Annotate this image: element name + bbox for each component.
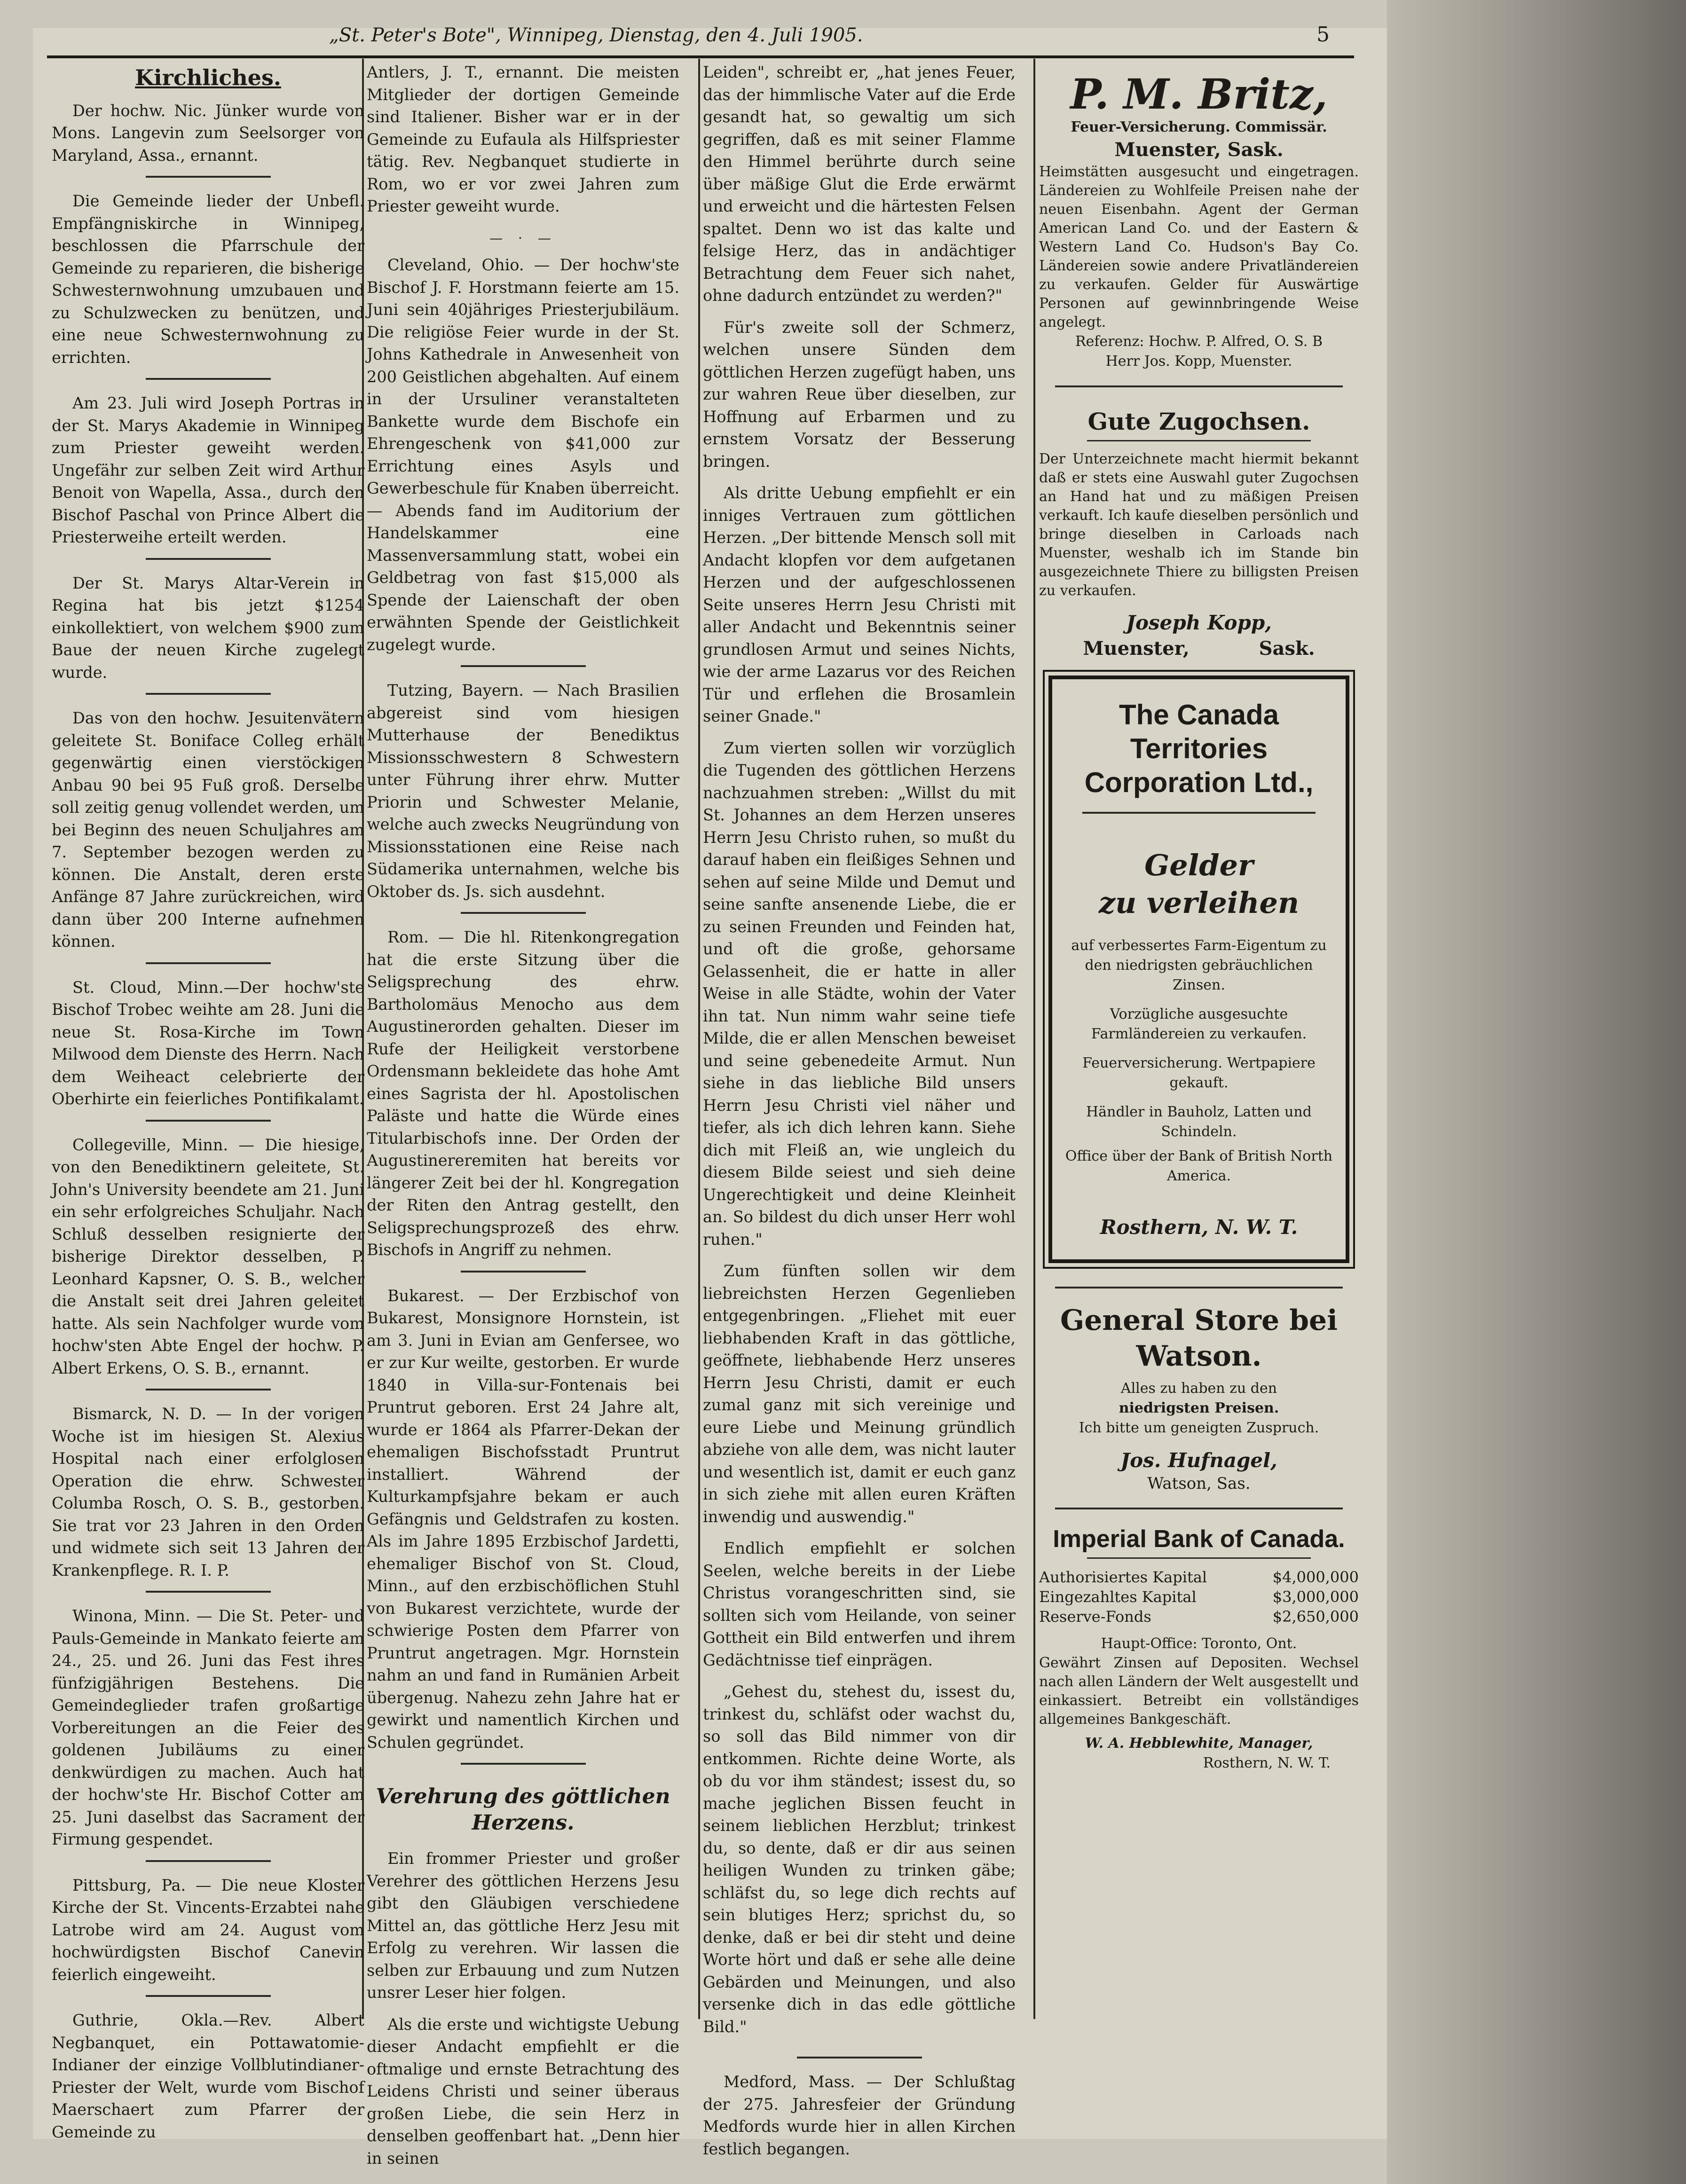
ad-kopp-place-line: [1039, 636, 1359, 661]
article-paragraph: [703, 61, 1016, 307]
bank-row-label: Reserve-Fonds: [1039, 1608, 1151, 1626]
ad-bank-title: Imperial Bank of Canada.: [1053, 1525, 1345, 1553]
article-paragraph: [703, 737, 1016, 1251]
article-paragraph: [367, 1847, 679, 2004]
news-item: [52, 1605, 364, 1851]
masthead: „St. Peter's Bote", Winnipeg, Dienstag, den 4. Juli 1905.: [329, 24, 863, 46]
ad-watson: [1039, 1303, 1359, 1493]
news-item: [52, 2009, 364, 2143]
news-item: [52, 1874, 364, 1986]
separator: [146, 1120, 271, 1122]
ad-kopp-title: Gute Zugochsen.: [1087, 408, 1310, 435]
page-number: 5: [1316, 23, 1330, 47]
separator: [146, 693, 271, 695]
ad-canada-title2: Corporation Ltd.,: [1084, 767, 1314, 798]
news-item: [52, 100, 364, 167]
news-text: Der hochw. Nic. Jünker wurde von Mons. Langevin zum Seelsorger von Maryland, Assa., ernannt.: [52, 101, 364, 165]
news-text: Guthrie, Okla.—Rev. Albert Negbanquet, ein Pottawatomie-Indianer der einzige Vollblutindianer-Priester der Welt, wurde vom Bischof Maerschaert zum Pfarrer der Gemeinde zu: [52, 2011, 364, 2141]
ad-watson-line2: niedrigsten Preisen.: [1119, 1400, 1279, 1416]
news-text: Tutzing, Bayern. — Nach Brasilien abgereist sind vom hiesigen Mutterhause der Benediktus Missionsschwestern 8 Schwestern unter Führung ihrer ehrw. Mutter Priorin und Schwester Melanie, welche auch zwecks Neugründung von Missionsstationen eine Reise nach Südamerika unternahmen, welche bis Oktober ds. Js. sich ausdehnt.: [367, 681, 679, 901]
news-text: Antlers, J. T., ernannt. Die meisten Mitglieder der dortigen Gemeinde sind Italiener. Bisher war er in der Gemeinde zu Eufaula als Hilfspriester tätig. Rev. Negbanquet studierte in Rom, wo er vor zwei Jahren zum Priester geweiht wurde.: [367, 63, 679, 215]
separator: [461, 1763, 586, 1765]
ad-kopp-sign: Joseph Kopp,: [1126, 611, 1272, 634]
bank-row-value: $3,000,000: [1272, 1588, 1359, 1606]
ad-britz: [1039, 71, 1359, 371]
ad-bank-manager: W. A. Hebblewhite, Manager,: [1085, 1735, 1313, 1752]
article-paragraph: [703, 1537, 1016, 1671]
article-text: „Gehest du, stehest du, issest du, trinkest du, schläfst oder wachst du, so soll das Bild nimmer von dir entkommen. Richte deine Worte, als ob du vor ihm ständest; issest du, so mache jeglichen Bissen feucht in seinem lieblichen Herzblut; trinkest du, so dente, daß er dir aus seinen heiligen Wunden zu trinken gäbe; schläfst du, so lege dich rechts auf sein blutiges Herz; sprichst du, so denke, daß er bei dir steht und deine Worte hört und daß er sehe alle deine Gebärden und Meinungen, und also versenke dich in das edle göttliche Bild.": [703, 1682, 1016, 2036]
bank-row: [1039, 1607, 1359, 1626]
separator: [1055, 1508, 1343, 1509]
ad-watson-title2: Watson.: [1136, 1340, 1262, 1373]
separator: [146, 962, 271, 964]
title-underline: [1087, 440, 1311, 441]
separator: [1055, 1287, 1343, 1288]
ad-canada-gelder: [1062, 847, 1336, 922]
separator: — · —: [489, 230, 557, 246]
ad-canada-place: Rosthern, N. W. T.: [1100, 1216, 1298, 1239]
news-text: Der St. Marys Altar-Verein in Regina hat bis jetzt $1254 einkollektiert, von welchem $900 zum Baue der neuen Kirche zugelegt wurde.: [52, 573, 364, 682]
ad-bank-office: Haupt-Office: Toronto, Ont.: [1101, 1635, 1297, 1652]
article-paragraph: [703, 1260, 1016, 1528]
news-item: [52, 1403, 364, 1581]
ad-watson-line3: Ich bitte um geneigten Zuspruch.: [1079, 1420, 1319, 1436]
ad-canada-line1: auf verbessertes Farm-Eigentum zu den niedrigsten gebräuchlichen Zinsen.: [1071, 937, 1327, 993]
news-item: [367, 1285, 679, 1754]
column-4-ads: [1039, 61, 1359, 2026]
column-2: [367, 61, 679, 2168]
news-item: [52, 707, 364, 953]
news-text: Die Gemeinde lieder der Unbefl. Empfängniskirche in Winnipeg, beschlossen die Pfarrschule der Gemeinde zu reparieren, die bisherige Schwesternwohnung umzubauen und zu Schulzwecken zu benützen, und eine neue Schwesternwohnung zu errichten.: [52, 192, 364, 367]
ad-canada-line5: Office über der Bank of British North America.: [1065, 1148, 1333, 1184]
article-title: Verehrung des göttlichen Herzens.: [376, 1784, 670, 1835]
ad-britz-name: P. M. Britz,: [1070, 70, 1328, 118]
news-item: [52, 1134, 364, 1380]
ad-bank-body: Gewährt Zinsen auf Depositen. Wechsel nach allen Ländern der Welt ausgestellt und einkassiert. Betreibt ein vollständiges allgemeines Bankgeschäft.: [1039, 1655, 1359, 1728]
news-item: [703, 2071, 1016, 2160]
inner-rule: [1082, 812, 1316, 814]
bank-row-label: Eingezahltes Kapital: [1039, 1588, 1197, 1606]
bank-row: [1039, 1587, 1359, 1607]
news-text: Am 23. Juli wird Joseph Portras in der St. Marys Akademie in Winnipeg zum Priester geweiht werden. Ungefähr zur selben Zeit wird Arthur Benoit von Wapella, Assa., durch den Bischof Paschal von Prince Albert die Priesterweihe erteilt werden.: [52, 394, 364, 546]
article-text: Als die erste und wichtigste Uebung dieser Andacht empfiehlt er die oftmalige und ernste Betrachtung des Leidens Christi und seiner überaus großen Liebe, die sein Herz in denselben geoffenbart hat. „Denn hier in seinen: [367, 2015, 679, 2168]
news-item: [367, 679, 679, 903]
bank-row-value: $4,000,000: [1272, 1568, 1359, 1586]
news-item: [52, 976, 364, 1110]
separator: [146, 558, 271, 560]
news-item: [52, 392, 364, 549]
scan-edge: [1387, 0, 1686, 2184]
separator: [797, 2057, 922, 2058]
article-text: Ein frommer Priester und großer Verehrer des göttlichen Herzens Jesu gibt den Gläubigen verschiedene Mittel an, das göttliche Herz Jesu mit Erfolg zu verehren. Wir lassen die selben zur Erbauung und zum Nutzen unsrer Leser hier folgen.: [367, 1849, 679, 2002]
top-rule: [47, 55, 1354, 58]
news-text: Das von den hochw. Jesuitenvätern geleitete St. Boniface Colleg erhält gegenwärtig einen vierstöckigen Anbau 90 bei 95 Fuß groß. Derselbe soll zeitig genug vollendet werden, um bei Beginn des neuen Schuljahres am 7. September bezogen werden zu können. Die Anstalt, deren erste Anfänge 87 Jahre zurückreichen, wird dann über 200 Interne aufnehmen können.: [52, 709, 364, 951]
bank-row-label: Authorisiertes Kapital: [1039, 1568, 1207, 1586]
ad-britz-place: Muenster, Sask.: [1114, 139, 1284, 161]
ad-imperial-bank: [1039, 1524, 1359, 1773]
article-text: Zum fünften sollen wir dem liebreichsten Herzen Gegenlieben entgegenbringen. „Fliehet mit euer liebhabenden Kraft in das göttliche, geöffnete, liebhabende Herz unseres Herrn Jesu Christi, damit er euch zumal ganz mit sich vereinige und eure Liebe und Meinung gründlich abziehe von alle dem, was nicht lauter und wesentlich ist, damit er euch ganz in sich ziehe mit allen euren Kräften inwendig und auswendig.": [703, 1262, 1016, 1526]
ad-watson-sign: Jos. Hufnagel,: [1120, 1449, 1277, 1472]
separator: [146, 378, 271, 380]
ad-kopp-prov: Sask.: [1259, 637, 1315, 660]
ad-canada-territories: [1048, 676, 1349, 1263]
article-text: Leiden", schreibt er, „hat jenes Feuer, das der himmlische Vater auf die Erde gesandt hat, so gewaltig um sich gegriffen, daß es mit seiner Flamme den Himmel berührte durch seine über mäßige Glut die Erde erwärmt und erweicht und die härtesten Felsen spaltet. Denn wo ist das kalte und felsige Herz, das in andächtiger Betrachtung dem Feuer sich nahet, ohne dadurch entzündet zu werden?": [703, 63, 1016, 305]
ad-britz-ref1: Referenz: Hochw. P. Alfred, O. S. B: [1075, 333, 1323, 350]
article-paragraph: [703, 1681, 1016, 2038]
separator: [146, 1860, 271, 1862]
ad-canada-gelder2: zu verleihen: [1098, 886, 1300, 920]
column-1: [52, 61, 364, 2141]
ad-kopp: [1039, 406, 1359, 661]
ad-kopp-body: Der Unterzeichnete macht hiermit bekannt daß er stets eine Auswahl guter Zugochsen an Hand hat und zu mäßigen Preisen verkauft. Ich kaufe dieselben persönlich und bringe dieselben in Carloads nach Muenster, weshalb ich im Stande bin ausgezeichnete Thiere zu billigsten Preisen zu verkaufen.: [1039, 451, 1359, 599]
ad-canada-gelder1: Gelder: [1144, 848, 1253, 882]
ad-watson-title1: General Store bei: [1060, 1304, 1338, 1337]
ad-canada-title1: The Canada Territories: [1119, 699, 1279, 764]
title-underline: [1087, 1557, 1311, 1559]
news-item: [367, 926, 679, 1261]
news-text: St. Cloud, Minn.—Der hochw'ste Bischof Trobec weihte am 28. Juni die neue St. Rosa-Kirche im Town Milwood dem Dienste des Herrn. Nach dem Weiheact celebrierte der Oberhirte ein feierliches Pontifikalamt.: [52, 978, 364, 1108]
article-text: Endlich empfiehlt er solchen Seelen, welche bereits in der Liebe Christus vorangeschritten sind, sie sollten sich vom Heilande, von seiner Gottheit ein Bild entwerfen und ihrem Gedächtnisse tief einprägen.: [703, 1539, 1016, 1669]
separator: [1055, 385, 1343, 387]
ad-canada-line2: Vorzügliche ausgesuchte Farmländereien zu verkaufen.: [1091, 1006, 1307, 1042]
column-rule: [1033, 59, 1035, 2019]
article-text: Für's zweite soll der Schmerz, welchen unsere Sünden dem göttlichen Herzen zugefügt haben, uns zur wahren Reue über dieselben, zur Hoffnung auf Erbarmen und zu ernstem Vorsatz der Besserung bringen.: [703, 318, 1016, 471]
news-item: [367, 254, 679, 656]
news-text: Rom. — Die hl. Ritenkongregation hat die erste Sitzung über die Seligsprechung des ehrw. Bartholomäus Menocho aus dem Augustinerorden gehalten. Dieser im Rufe der Heiligkeit verstorbene Ordensmann bekleidete das hohe Amt eines Sagrista der hl. Apostolischen Paläste und hatte die Würde eines Titularbischofs inne. Der Orden der Augustinereremiten hat bereits vor längerer Zeit bei der hl. Kongregation der Riten den Antrag gestellt, den Seligsprechungsprozeß des ehrw. Bischofs in Angriff zu nehmen.: [367, 928, 679, 1259]
ad-canada-line3: Feuerversicherung. Wertpapiere gekauft.: [1082, 1055, 1316, 1091]
article-text: Zum vierten sollen wir vorzüglich die Tugenden des göttlichen Herzens nachzuahmen streben: „Willst du mit St. Johannes an dem Herzen unseres Herrn Jesu Christo ruhen, so mußt du darauf haben ein fleißiges Sehnen und sehen auf seine Milde und Demut und seine sanfte ansenende Liebe, die er zu seinen Freunden und Feinden hat, und oft die große, gehorsame Gelassenheit, die er hatte in aller Weise in alle Städte, wohin der Vater ihn tat. Nun nimm wahr seine tiefe Milde, die er allen Menschen beweiset und seine gebenedeite Armut. Nun siehe in das liebliche Bild unsers Herrn Jesu Christi viel näher und tiefer, als ich dich lehren kann. Siehe dich mit Fleiß an, wie ungleich du diesem Bilde seiest und sieh deine Ungerechtigkeit und deine Kleinheit an. So bildest du dich unser Herr wohl ruhen.": [703, 738, 1016, 1249]
news-text: Bukarest. — Der Erzbischof von Bukarest, Monsignore Hornstein, ist am 3. Juni in Evian am Genfersee, wo er zur Kur weilte, gestorben. Er wurde 1840 in Villa-sur-Fontenais bei Pruntrut geboren. Erst 24 Jahre alt, wurde er 1864 als Pfarrer-Dekan der ehemaligen Bischofsstadt Pruntrut installiert. Während der Kulturkampfsjahre bekam er auch Gefängnis und Geldstrafen zu kosten. Als im Jahre 1895 Erzbischof Jardetti, ehemaliger Bischof von St. Cloud, Minn., auf den erzbischöflichen Stuhl von Bukarest verzichtete, wurde der schwierige Posten dem Pfarrer von Pruntrut angetragen. Mgr. Hornstein nahm an und fand in Rumänien Arbeit übergenug. Nahezu zehn Jahre hat er gewirkt und namentlich Kirchen und Schulen gegründet.: [367, 1286, 679, 1752]
news-text: Winona, Minn. — Die St. Peter- und Pauls-Gemeinde in Mankato feierte am 24., 25. und 26. Juni das Fest ihres fünfzigjährigen Bestehens. Die Gemeindeglieder trafen großartige Vorbereitungen an die Feier des goldenen Jubiläums zu einer denkwürdigen zu machen. Auch hat der hochw'ste Hr. Bischof Cotter am 25. Juni daselbst das Sacrament der Firmung gespendet.: [52, 1607, 364, 1848]
section-title: Kirchliches.: [135, 65, 281, 90]
article-paragraph: [367, 2013, 679, 2170]
separator: [461, 665, 586, 667]
news-text: Medford, Mass. — Der Schlußtag der 275. Jahresfeier der Gründung Medfords wurde hier in allen Kirchen festlich begangen.: [703, 2073, 1016, 2158]
news-item: [52, 190, 364, 369]
separator: [146, 176, 271, 178]
separator: [146, 1591, 271, 1593]
separator: [461, 912, 586, 914]
news-text: Pittsburg, Pa. — Die neue Kloster Kirche der St. Vincents-Erzabtei nahe Latrobe wird am 24. August vom hochwürdigsten Bischof Canevin feierlich eingeweiht.: [52, 1876, 364, 1984]
ad-canada-line4: Händler in Bauholz, Latten und Schindeln.: [1086, 1104, 1312, 1140]
ad-bank-place: Rosthern, N. W. T.: [1203, 1755, 1331, 1771]
ad-kopp-place: Muenster,: [1083, 637, 1190, 660]
article-paragraph: [703, 482, 1016, 728]
separator: [461, 1271, 586, 1273]
column-3: [703, 61, 1016, 2158]
article-text: Als dritte Uebung empfiehlt er ein inniges Vertrauen zum göttlichen Herzen. „Der bittende Mensch soll mit Andacht klopfen vor dem aufgetanen Herzen und der aufgeschlossenen Seite unseres Herrn Jesu Christi mit aller Andacht und Bekenntnis seiner grundlosen Armut und seines Nichts, wie der arme Lazarus vor des Reichen Tür und erflehen die Brosamlein seiner Gnade.": [703, 484, 1016, 725]
news-item: [52, 572, 364, 684]
ad-britz-subtitle: Feuer-Versicherung. Commissär.: [1071, 119, 1327, 135]
column-rule: [698, 59, 700, 2019]
ad-watson-place: Watson, Sas.: [1147, 1474, 1251, 1493]
bank-row-value: $2,650,000: [1272, 1608, 1359, 1626]
news-text: Cleveland, Ohio. — Der hochw'ste Bischof J. F. Horstmann feierte am 15. Juni sein 40jähriges Priesterjubiläum. Die religiöse Feier wurde in der St. Johns Kathedrale in Anwesenheit von 200 Geistlichen abgehalten. Auf einem in der Ursuliner veranstalteten Bankette wurde dem Bischofe ein Ehrengeschenk von $41,000 zur Errichtung eines Asyls und Gewerbeschule für Knaben überreicht. — Abends fand im Auditorium der Handelskammer eine Massenversammlung statt, wobei ein Geldbetrag von fast $15,000 als Spende der Laienschaft der oben erwähnten Spende der Geistlichkeit zugelegt wurde.: [367, 256, 679, 654]
article-paragraph: [703, 316, 1016, 473]
news-item: [367, 61, 679, 218]
bank-row: [1039, 1567, 1359, 1587]
news-text: Collegeville, Minn. — Die hiesige, von den Benediktinern geleitete, St. John's University beendete am 21. Juni ein sehr erfolgreiches Schuljahr. Nach Schluß desselben resignierte der bisherige Direktor desselben, P. Leonhard Kapsner, O. S. B., welcher die Anstalt seit drei Jahren geleitet hatte. Als sein Nachfolger wurde vom hochw'sten Abte Engel der hochw. P. Albert Erkens, O. S. B., ernannt.: [52, 1135, 364, 1377]
ad-britz-body: Heimstätten ausgesucht und eingetragen. Ländereien zu Wohlfeile Preisen nahe der neuen Eisenbahn. Agent der German American Land Co. und der Eastern & Western Land Co. Hudson's Bay Co. Ländereien sowie andere Privatländereien zu verkaufen. Gelder für Auswärtige Personen auf gewinnbringende Weise angelegt.: [1039, 164, 1359, 330]
ad-watson-line1: Alles zu haben zu den: [1120, 1380, 1277, 1397]
ad-britz-ref2: Herr Jos. Kopp, Muenster.: [1105, 353, 1292, 369]
news-text: Bismarck, N. D. — In der vorigen Woche ist im hiesigen St. Alexius Hospital nach einer erfolglosen Operation die ehrw. Schwester Columba Rosch, O. S. B., gestorben. Sie trat vor 23 Jahren in den Orden und widmete sich seit 13 Jahren der Krankenpflege. R. I. P.: [52, 1405, 364, 1579]
separator: [146, 1389, 271, 1391]
separator: [146, 1995, 271, 1997]
